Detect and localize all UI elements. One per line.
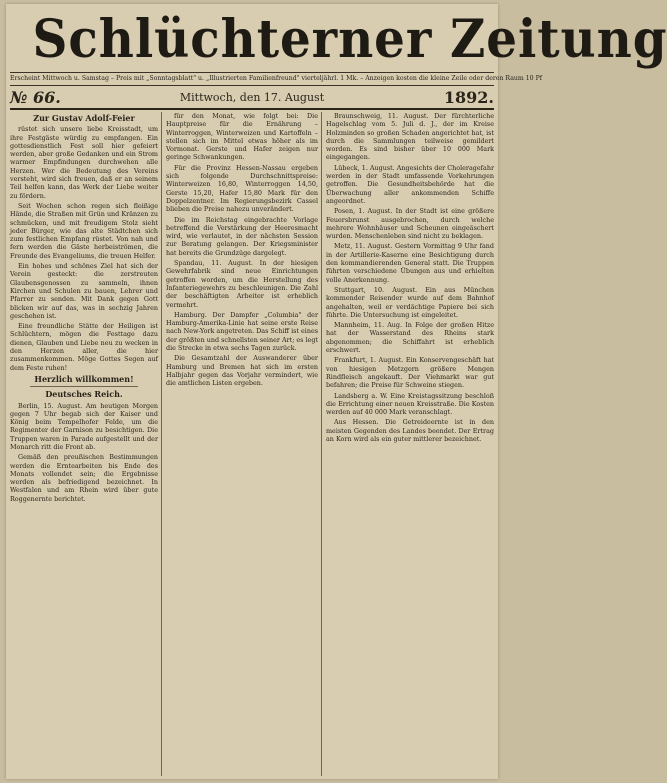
article-paragraph: Die im Reichstag eingebrachte Vorlage betreffend die Verstärkung der Heeresmacht wird, wie verlautet, in der nächsten Session zur Beratung gelangen. Der Kriegsminister hat bereits die Grundzüge dargelegt. [166,215,318,257]
masthead-title: Schlüchterner Zeitung [32,9,667,70]
column-left [10,112,158,776]
news-item: Berlin, 15. August. Am heutigen Morgen gegen 7 Uhr begab sich der Kaiser und König beim Tempelhofer Felde, um die Regimenter der Garnison zu besichtigen. Die Truppen waren in Parade aufgestellt und der Monarch ritt die Front ab. [10,401,158,451]
article-paragraph: Seit Wochen schon regen sich fleißige Hände, die Straßen mit Grün und Kränzen zu schmücken, und mit freudigem Stolz sieht jeder Bürger, wie das alte Städtchen sich zum festlichen Empfang rüstet. Von nah und fern werden die Gäste herbeiströmen, die Freunde des Evangeliums, die treuen Helfer. [10,201,158,260]
news-item: Posen, 1. August. In der Stadt ist eine größere Feuersbrunst ausgebrochen, durch welche mehrere Wohnhäuser und Scheunen eingeäschert wurden. Menschenleben sind nicht zu beklagen. [326,207,494,241]
welcome-line: Herzlich willkommen! [34,373,134,384]
article-paragraph: Ein hohes und schönes Ziel hat sich der Verein gesteckt: die zerstreuten Glaubensgenossen zu sammeln, ihnen Kirchen und Schulen zu bauen, Lehrer und Pfarrer zu senden. Mit Dank gegen Gott blicken wir auf das, was in sechzig Jahren geschehen ist. [10,262,158,320]
section-divider [30,386,138,387]
article-heading: Zur Gustav Adolf-Feier [33,113,135,123]
column-rule [321,112,322,776]
news-item: Spandau, 11. August. In der hiesigen Gewehrfabrik sind neue Einrichtungen getroffen worden, um die Herstellung des Infanteriegewehrs zu beschleunigen. Die Zahl der beschäftigten Arbeiter ist erheblich vermehrt. [166,259,318,309]
newspaper-page [6,4,667,779]
news-item: Gemäß den preußischen Bestimmungen werden die Erntearbeiten bis Ende des Monats vollendet sein; die Ergebnisse werden als befriedigend bezeichnet. In Westfalen und am Rhein wird über gute Roggenernte berichtet. [10,453,158,503]
news-item: Metz, 11. August. Gestern Vormittag 9 Uhr fand in der Artillerie-Kaserne eine Besichtigung durch den kommandierenden General statt. Die Truppen führten verschiedene Übungen aus und erhielten volle Anerkennung. [326,242,494,284]
news-item: Braunschweig, 11. August. Der fürchterliche Hagelschlag vom 5. Juli d. J., der im Kreise Holzminden so großen Schaden angerichtet hat, ist durch die Sammlungen teilweise gemildert worden. Es sind bisher über 10 000 Mark eingegangen. [326,112,494,162]
column-right [326,112,494,776]
issue-bar [10,86,494,110]
column-rule [161,112,162,776]
issue-year: 1892. [443,88,494,107]
news-item: Frankfurt, 1. August. Ein Konservengeschäft hat von hiesigen Metzgern größere Mengen Rindfleisch angekauft. Der Viehmarkt war gut befahren; die Preise für Schweine stiegen. [326,356,494,390]
section-heading: Deutsches Reich. [45,389,123,400]
article-paragraph: rüstet sich unsere liebe Kreisstadt, um ihre Festgäste würdig zu empfangen. Ein gottesdienstlich Fest soll hier gefeiert werden, aber große Gedanken und ein Strom warmer Empfindungen durchwehen alle Herzen. Wer die Bedeutung des Vereins versteht, wird sich freuen, daß er an seinem Teil helfen kann, das Werk der Liebe weiter zu fördern. [10,125,158,200]
news-item: Landsberg a. W. Eine Kreistagssitzung beschloß die Errichtung einer neuen Kreisstraße. Die Kosten werden auf 40 000 Mark veranschlagt. [326,391,494,417]
article-paragraph: für den Monat, wie folgt bei: Die Hauptpreise für die Ernährung – Winterroggen, Winterweizen und Kartoffeln – stellen sich im Mittel etwas höher als im Vormonat. Gerste und Hafer zeigen nur geringe Schwankungen. [166,112,318,162]
article-paragraph: Für die Provinz Hessen-Nassau ergeben sich folgende Durchschnittspreise: Winterweizen 16,80, Winterroggen 14,50, Gerste 15,20, Hafer 15,80 Mark für den Doppelzentner. Im Regierungsbezirk Cassel blieben die Preise nahezu unverändert. [166,163,318,214]
news-item: Lübeck, 1. August. Angesichts der Choleragefahr werden in der Stadt umfassende Vorkehrungen getroffen. Die Gesundheitsbehörde hat die Überwachung aller ankommenden Schiffe angeordnet. [326,163,494,205]
news-item: Hamburg. Der Dampfer „Columbia" der Hamburg-Amerika-Linie hat seine erste Reise nach New-York angetreten. Das Schiff ist eines der größten und schnellsten seiner Art; es legt die Strecke in etwa sechs Tagen zurück. [166,310,319,353]
news-item: Stuttgart, 10. August. Ein aus München kommender Reisender wurde auf dem Bahnhof angehalten, weil er verdächtige Papiere bei sich führte. Die Untersuchung ist eingeleitet. [326,285,494,319]
issue-date: Mittwoch, den 17. August [179,91,325,104]
news-item: Die Gesamtzahl der Auswanderer über Hamburg und Bremen hat sich im ersten Halbjahr gegen das Vorjahr vermindert, wie die amtlichen Listen ergeben. [166,354,318,388]
column-middle [166,112,318,776]
news-item: Aus Hessen. Die Getreideernte ist in den meisten Gegenden des Landes beendet. Der Ertrag an Korn wird als ein guter mittlerer bezeichnet. [326,418,494,443]
article-paragraph: Eine freundliche Stätte der Heiligen ist Schlüchtern, mögen die Festtage dazu dienen, Glauben und Liebe neu zu wecken in den Herzen aller, die hier zusammenkommen. Möge Gottes Segen auf dem Feste ruhen! [10,322,158,372]
news-item: Mannheim, 11. Aug. In Folge der großen Hitze hat der Wasserstand des Rheins stark abgenommen; die Schiffahrt ist erheblich erschwert. [326,321,494,355]
issue-number: № 66. [10,88,61,107]
masthead-subline: Erscheint Mittwoch u. Samstag – Preis mit „Sonntagsblatt" u. „Illustrierten Familienfreund" vierteljährl. 1 Mk. – Anzeigen kosten die kleine Zeile oder deren Raum 10 Pf [10,72,494,86]
